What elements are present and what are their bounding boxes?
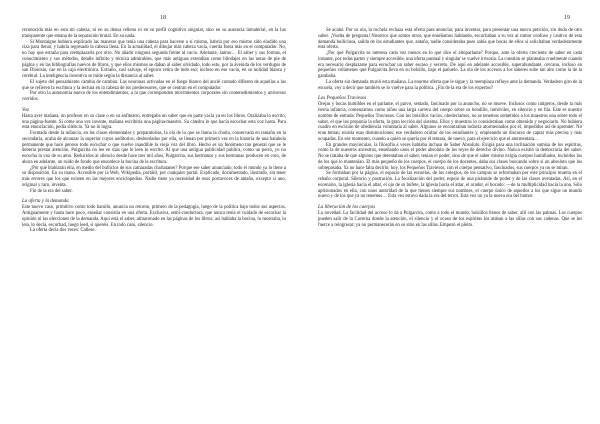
paragraph: El sujeto del pensamiento cambia de cambiar. Las neuronas activadas en el fuego blanco del anclé contado difieren de aquellas a las que se refieren la escritura y la lectura en la cabeza de los predecesores, que se centran en el computador.	[22, 79, 286, 91]
paragraph: La oferta decía dos veces: Callese.	[30, 228, 96, 234]
paragraph: Este nuevo caso, primitivo como todo barullo, anuncia un retorno, primero de la pedagogía, luego de la política bajo todos sus aspectos. Antiguamente y hasta hace poco, enseñar consistía en una oferta. Exclusiva, semi-conductora, que nunca tenía el cuidado de escuchar la opinión ni las elecciones de la demanda. Aquí está el saber, almacenado en las páginas de los libros; así hablaba la bocina, lo mostraba, lo leía, lo decía, escuchad, luego leed, si queréis. En todo caso, silencio.	[22, 205, 286, 228]
paragraph: reconocida más en esta mi cabeza, ni en su densa relleno ni en su perfil cognitivo singular, sino en su ausencia inmaterial, en la luz transparente que emana de la separación brutal. En su nada.	[22, 28, 286, 39]
paragraph: La oferta sin demanda murió esta mañana. La enorme oferta que le sigue y la reemplaza refluye ante la demanda. Verdadero giro de la escuela, voy a decir que también se lo vuelve para la política. ¿Fin de la era de los expertos?	[318, 79, 582, 91]
page-number: 18	[160, 15, 166, 21]
paragraph: En grandes mayúsculas, la filosofía a veces hablaba incluso de Saber Absoluto. Exigía para una inclinación sumisa de los espíritus, como la de nuestros ancestros, enseñando unos el poder absoluto de los reyes de derecho divino. Nunca existió la democracia del saber. No se trataba de que algunos que detentaban el saber, tenían el poder, sino de que el saber mismo exigía cuerpos humillados, incluidos los de los que lo mantenían. El más pequeño de los cuerpos, el cuerpo de los docentes, daba sus clases buscando sobre sí un absoluto que los sobrepasaba. Ya no hace falta decirlo; hoy, los Pequeños Traviesos, con el cuerpo pensativo, fascinados, sus cuerpos ya no se miran.	[318, 142, 582, 171]
paragraph: Por otro la autonomía nueva de los entendimientos, a la que corresponden movimientos corporales sin contenedimientos y universos corridos.	[22, 91, 286, 102]
paragraph: La novedad. La facilidad del acceso lo da a Pulgarcita, como a todo el mundo, bolsillos llenos de saber, allí con las palmas. Los cuerpos pueden salir de la Caverna donde la atención, el silencio y el ocaso de los espíritus los ataban a las sillas con sus cadenas. Que se les fuerce a reingresar; ya no permanecerán en su sitio en las sillas. Empezó el pleito.	[318, 211, 582, 228]
section-heading: La liberación de los cuerpos	[318, 205, 376, 210]
paragraph: Orejas y bocas humildes en el parlante, el parvo, sentado, fascinado por la anuncho, no se mueve. Inclusos como ratigeros, desde la más tierna infancia, comenzamos como niños una larga carrera del cuerpo sobre su bondillo, inmóviles, en silencio y en fila. Este es nuestro nombre de entrada: Pequeños Traviesos. Con los bolsillos vacíos, obedecíamos, no se tenemos sometidos a los maestros una sobre todo el saber, el que los proponía la oferta, la gran lección del sistema. Ellos y muestros lo consideraban como obtenido y negociarlo. No hubiera cuadro en escisión de obediencia voluntaria al saber. Algunos se encontraban todavía atormentados por él, impedidos así de aprender. No eran temas; existía esas disminuciones; ese verdadero ocultar de los estudiantes y, empleando un discurso de captar más precisa y más ocupadas. En ese momento, cuando a quien se quería por él tentara, de nuevo, para el ejercicio que el atormentara…	[318, 102, 582, 142]
paragraph: Formada desde la infancia, en las clases elementales y preparatorias, la ola de lo que se llama la charla, conservada en tamaño en la secundaria, acaba de alcanzar la superior cuyos auditorios, desbordados por ella, se llenan por primera vez en la historia de una batahola permanente que hace penoso todo escuchar o que vuelve inaudible la vieja voz del libro. Hecho es un fenómeno tan general que se le debería prestar atención. Pulgarcita no lee en más que le leen lo escrito. Al que una antigua publicidad publica, como un perro, yo no escucha la voz de su amo. Reducidos al silencio desde hace tres mil años, Pulgarcita, sus hermanos y sus hermanas producen en coro, de ahora en adelante, un ruido de fondo que ensordece la bocina de la escritura.	[22, 131, 286, 165]
right-page	[300, 0, 600, 424]
right-page-text	[318, 28, 582, 228]
section-heading: Los Pequeños Traviesos	[318, 96, 367, 102]
section-heading: La oferta y la demanda	[22, 199, 69, 205]
paragraph: Se acabó. Por su ola, la rochela rechaza esta oferta para anunciar, para inventar, para presentar una nueva petición, sin duda de otro saber. ¡Vuelta de pregunta! Nosotros que somos otros, que enseñamos hablando, escuchaban a su vez al rumor confuso y cautivo de esta demanda bulliciosa, salida de los estudiantes que, antaño, nadie consideraba pues sabía que bocas de ellos si solicitaban verdaderamente esta oferta.	[318, 28, 582, 51]
paragraph: Se formaban por la página, el espacio de las escuelas, de los colegios, de los campus se reformaban por este principio muerta en el rebaño corporal. Silencio y postración. La focalización del poder, espejo de una pirámide de poder y de las clases aventadas. Así, en el escenario, la iglesia hacia el altar, el ojo de su bufete, la iglesia hacia el altar, el orador, el bocado: —de la multiplicidad hacia la una. Sólo aprisionados en ella, con unos autoridad de la que tienen siempre sus nombres, el cuerpo único de aquellos a los que sigue un mundo nuevo y de los que ya no tenemos… Esta vez estuvo dada la era del terror. Esta vez no ya la nueva era del humor.	[318, 171, 582, 200]
paragraph: Si Montaigne hubiera explicado las maneras que tenía una cabeza para hacerse a sí mismo, habría por eso mismo sido eludido una ciza para llenar, y habría regresado la cabeza llena. En la actualidad, el dibujar más cabeza vacía, cuerda fuera más en el computador. No, no hay que estraña para reemplazarla por otro. No añadir ninguna segunda frente al vacío. Adelante, ánimo… El saber y sus formas, el conocimiento y sus métodos, detalle infinito y técnica admirables, que más antiguas extendían como blindajes en las notas de pie de página y en las bibliografías nuevos de libros, y que ellos mismos se daban al saber olvidado, todo esto, por la avenida de los verdugos de san Dionisio, cae en la caja electrónica. Extraño, casi salvaje, el egoico retira de todo eso; incluso en ese vacío, en su nulidad blanca y cerebral. La inteligencia inventiva se mide según la distancia al saber.	[22, 39, 286, 79]
page-number: 19	[564, 15, 570, 21]
paragraph: Hasta ayer mañana, un profesor en su clase o en su anfiteatro, entregaba un saber que en parte yacía ya en los libros. Oralizaba lo escrito, una página-fuente. Si come una vez invente, mañana escribiría una página-maestro. Su cátedra lo que hacía escuchar esta voz hasta. Para esta enunciación, pedía silencio. Ya no lo logra.	[22, 113, 286, 131]
paragraph: ¿Por qué Pulgarcita se interesa cada vez menos en lo que dice el altoparlante? Porque, ante la oferta creciente de saber en cada instante, por todas partes y siempre accesible, una oferta puntual y singular se vuelve irrisoria. La cuestión se planteaba cruelmente cuando era necesario desplazarse para escuchar un saber escaso y secreto. De aquí en adelante accesible, superabundante, cercano, incluso en pequeños volúmenes que Pulgarcita lleva en su bolsillo, bajo el pañuelo. La ola de los accesos a los saberes sube tan alto como la de la garabaña.	[318, 51, 582, 79]
paragraph: ¿Por qué blablarán ella, en medio del bullicios de sus camaradas charlatanes? Porque ese saber anunciado, todo el mundo ya lo tiene a su disposición. En su mano. Accesible por la Web, Wikipedia, portátil, por cualquier portal. Explicado, documentado, ilustrado, sin tener más errores que los que existen en las mejores enciclopedias. Nadie tiene ya necesidad de esos portavoces de antaño, excepto si uno, original y raro, inventa.	[22, 165, 286, 188]
paragraph: Fin de la era del saber.	[30, 188, 73, 194]
left-page-text	[22, 28, 286, 234]
section-heading: Voz	[22, 107, 29, 113]
